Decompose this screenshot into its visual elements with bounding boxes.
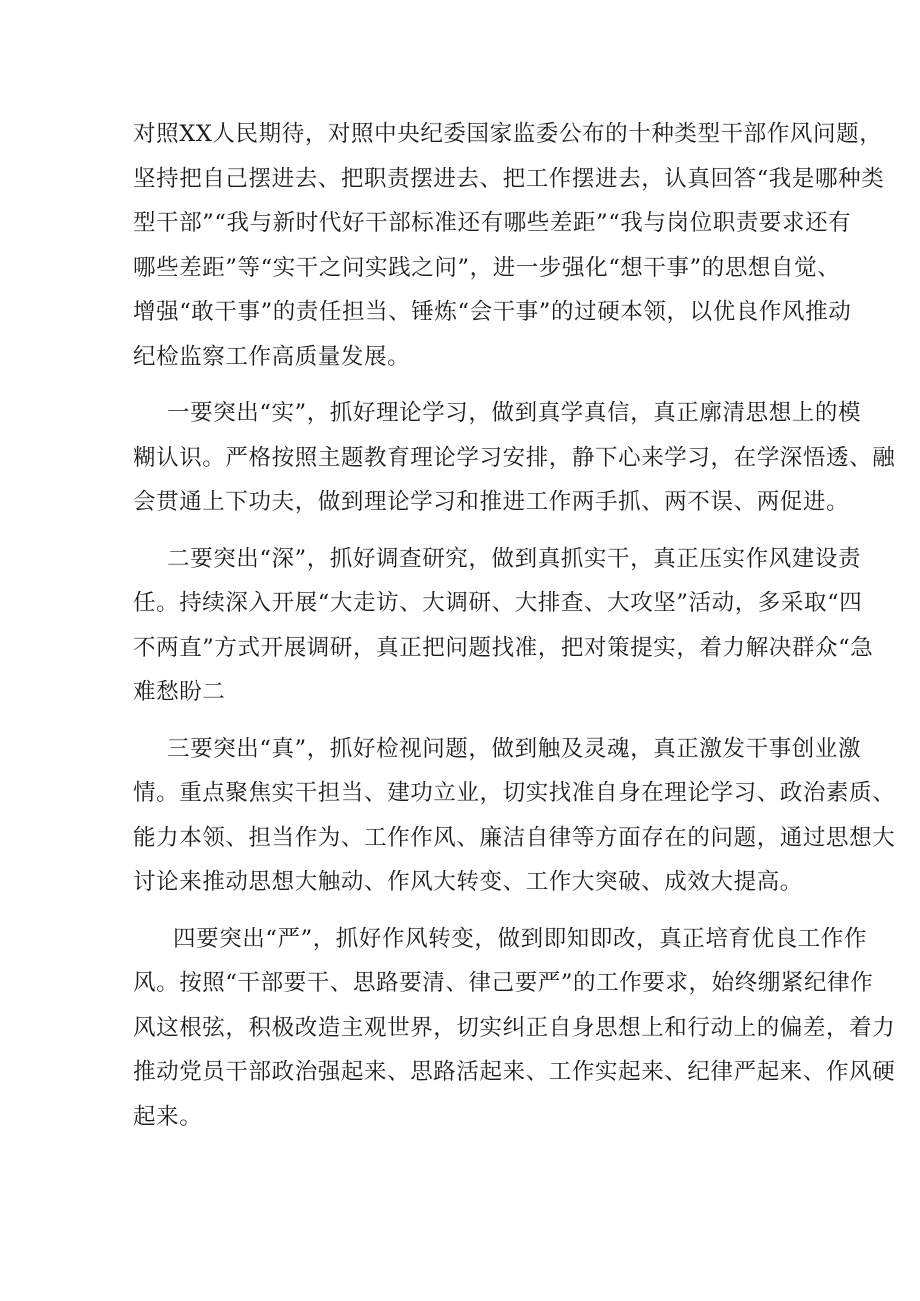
text-line: 难愁盼二 bbox=[133, 679, 226, 705]
text-line: 能力本领、担当作为、工作作风、廉洁自律等方面存在的问题，通过思想大 bbox=[133, 824, 896, 851]
text-line: 糊认识。严格按照主题教育理论学习安排，静下心来学习，在学深悟透、融 bbox=[133, 444, 896, 471]
text-line: 四要突出“严”，抓好作风转变，做到即知即改，真正培育优良工作作 bbox=[173, 925, 868, 952]
text-line: 起来。 bbox=[133, 1103, 203, 1130]
text-line: 二要突出“深”，抓好调查研究，做到真抓实干，真正压实作风建设责 bbox=[167, 545, 862, 572]
text-line: 一要突出“实”，抓好理论学习，做到真学真信，真正廓清思想上的模 bbox=[167, 400, 862, 426]
text-line: 对照XX人民期待，对照中央纪委国家监委公布的十种类型干部作风问题， bbox=[133, 121, 883, 147]
text-line: 坚持把自己摆进去、把职责摆进去、把工作摆进去，认真回答“我是哪种类 bbox=[133, 165, 885, 192]
text-line: 风。按照“干部要干、思路要清、律己要严”的工作要求，始终绷紧纪律作 bbox=[133, 970, 874, 996]
text-line: 三要突出“真”，抓好检视问题，做到触及灵魂，真正激发干事创业激 bbox=[167, 735, 862, 762]
text-line: 会贯通上下功夫，做到理论学习和推进工作两手抓、两不误、两促进。 bbox=[133, 489, 850, 515]
text-line: 讨论来推动思想大触动、作风大转变、工作大突破、成效大提高。 bbox=[133, 869, 803, 895]
text-line: 哪些差距”等“实干之问实践之问”，进一步强化“想干事”的思想自觉、 bbox=[133, 254, 841, 281]
document-body bbox=[133, 112, 896, 1151]
paragraph-point-3 bbox=[133, 727, 896, 905]
paragraph-point-1 bbox=[133, 391, 896, 525]
text-line: 不两直”方式开展调研，真正把问题找准，把对策提实，着力解决群众“急 bbox=[133, 634, 874, 661]
paragraph-point-4 bbox=[133, 917, 896, 1140]
text-line: 型干部”“我与新时代好干部标准还有哪些差距”“我与岗位职责要求还有 bbox=[133, 210, 852, 236]
text-line: 风这根弦，积极改造主观世界，切实纠正自身思想上和行动上的偏差，着力 bbox=[133, 1014, 896, 1041]
text-line: 纪检监察工作高质量发展。 bbox=[133, 343, 411, 370]
paragraph-intro bbox=[133, 112, 885, 379]
text-line: 任。持续深入开展“大走访、大调研、大排查、大攻坚”活动，多采取“四 bbox=[133, 590, 863, 616]
text-line: 情。重点聚焦实干担当、建功立业，切实找准自身在理论学习、政治素质、 bbox=[133, 780, 896, 806]
paragraph-point-2 bbox=[133, 537, 874, 715]
text-line: 增强“敢干事”的责任担当、锤炼“会干事”的过硬本领，以优良作风推动 bbox=[133, 299, 852, 325]
text-line: 推动党员干部政治强起来、思路活起来、工作实起来、纪律严起来、作风硬 bbox=[133, 1059, 896, 1085]
